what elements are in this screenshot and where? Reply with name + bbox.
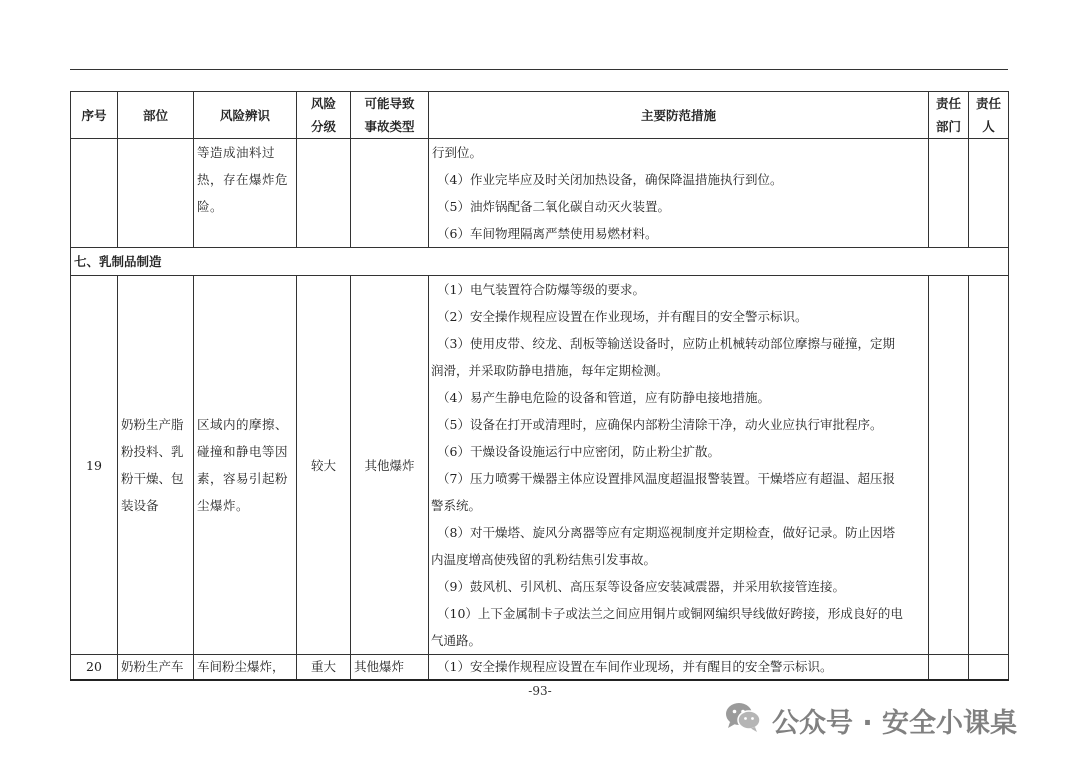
row19-measures <box>429 276 929 655</box>
row19-part-line: 奶粉生产脂 <box>121 417 184 432</box>
row20-risk: 车间粉尘爆炸， <box>194 655 297 681</box>
row20-dept <box>929 655 969 681</box>
measure-line: （4）作业完毕应及时关闭加热设备，确保降温措施执行到位。 <box>437 172 783 187</box>
measure-line: （1）电气装置符合防爆等级的要求。 <box>437 282 645 297</box>
measure-line: （8）对干燥塔、旋风分离器等应有定期巡视制度并定期检查，做好记录。防止因塔 <box>437 525 895 540</box>
risk-table <box>70 91 1009 681</box>
header-no: 序号 <box>71 92 118 139</box>
header-dept-line2: 部门 <box>935 119 961 134</box>
row20-level: 重大 <box>297 655 351 681</box>
cont-dept-cell <box>929 139 969 248</box>
row19-no: 19 <box>71 276 118 655</box>
row19-part-line: 粉投料、乳 <box>121 444 184 459</box>
header-risk-level-line1: 风险 <box>310 96 336 111</box>
table-row-continuation <box>71 139 1009 248</box>
header-dept <box>929 92 969 139</box>
row19-dept <box>929 276 969 655</box>
header-person <box>969 92 1009 139</box>
cont-part-cell <box>118 139 194 248</box>
header-accident-line2: 事故类型 <box>364 119 415 134</box>
watermark-text: 公众号 · 安全小课桌 <box>772 707 1018 739</box>
section-row <box>71 248 1009 276</box>
measure-line: 行到位。 <box>432 145 483 160</box>
measure-line: （4）易产生静电危险的设备和管道，应有防静电接地措施。 <box>437 390 770 405</box>
page-number: -93- <box>528 684 552 698</box>
section-title: 七、乳制品制造 <box>71 248 1009 276</box>
header-risk-level <box>297 92 351 139</box>
cont-accident-cell <box>351 139 429 248</box>
measure-line: （7）压力喷雾干燥器主体应设置排风温度超温报警装置。干燥塔应有超温、超压报 <box>437 471 895 486</box>
row20-accident: 其他爆炸 <box>351 655 429 681</box>
measure-line: 气通路。 <box>431 633 482 648</box>
header-risk-level-line2: 分级 <box>310 119 336 134</box>
cont-measures-cell <box>429 139 929 248</box>
watermark <box>724 700 1017 740</box>
row20-no: 20 <box>71 655 118 681</box>
header-accident-line1: 可能导致 <box>364 96 415 111</box>
table-row-20 <box>71 655 1009 681</box>
row19-part-line: 装设备 <box>121 498 159 513</box>
cont-risk-line: 热，存在爆炸危 <box>197 172 289 187</box>
row19-risk-line: 素，容易引起粉 <box>197 471 289 486</box>
measure-line: （6）干燥设备设施运行中应密闭，防止粉尘扩散。 <box>437 444 720 459</box>
measure-line: 内温度增高使残留的乳粉结焦引发事故。 <box>431 552 657 567</box>
measure-line: （2）安全操作规程应设置在作业现场，并有醒目的安全警示标识。 <box>437 309 808 324</box>
header-person-line1: 责任 <box>975 96 1001 111</box>
header-dept-line1: 责任 <box>935 96 961 111</box>
measure-line: （5）设备在打开或清理时，应确保内部粉尘清除干净，动火业应执行审批程序。 <box>437 417 883 432</box>
header-person-line2: 人 <box>982 119 995 134</box>
table-row-19 <box>71 276 1009 655</box>
measure-line: （9）鼓风机、引风机、高压泵等设备应安装减震器，并采用软接管连接。 <box>437 579 845 594</box>
row19-person <box>969 276 1009 655</box>
row19-part-line: 粉干燥、包 <box>121 471 184 486</box>
measure-line: 警系统。 <box>431 498 482 513</box>
cont-risk-line: 险。 <box>197 199 224 214</box>
row19-risk-line: 区域内的摩擦、 <box>197 417 289 432</box>
row20-part: 奶粉生产车 <box>118 655 194 681</box>
row19-level: 较大 <box>297 276 351 655</box>
header-measures: 主要防范措施 <box>429 92 929 139</box>
row19-risk-line: 尘爆炸。 <box>197 498 250 513</box>
measure-line: （10）上下金属制卡子或法兰之间应用铜片或铜网编织导线做好跨接，形成良好的电 <box>437 606 903 621</box>
measure-line: 润滑，并采取防静电措施，每年定期检测。 <box>431 363 669 378</box>
header-row <box>71 92 1009 139</box>
measure-line: （5）油炸锅配备二氧化碳自动灭火装置。 <box>437 199 670 214</box>
wechat-icon <box>724 701 762 740</box>
row19-risk <box>194 276 297 655</box>
row20-person <box>969 655 1009 681</box>
row19-part <box>118 276 194 655</box>
row19-risk-line: 碰撞和静电等因 <box>197 444 289 459</box>
cont-risk-cell <box>194 139 297 248</box>
cont-level-cell <box>297 139 351 248</box>
top-rule <box>70 69 1008 70</box>
header-risk-id: 风险辨识 <box>194 92 297 139</box>
row19-accident: 其他爆炸 <box>351 276 429 655</box>
cont-risk-line: 等造成油料过 <box>197 145 276 160</box>
cont-no-cell <box>71 139 118 248</box>
cont-person-cell <box>969 139 1009 248</box>
measure-line: （3）使用皮带、绞龙、刮板等输送设备时，应防止机械转动部位摩擦与碰撞，定期 <box>437 336 895 351</box>
header-part: 部位 <box>118 92 194 139</box>
measure-line: （6）车间物理隔离严禁使用易燃材料。 <box>437 226 658 241</box>
header-accident-type <box>351 92 429 139</box>
row20-measure: （1）安全操作规程应设置在车间作业现场，并有醒目的安全警示标识。 <box>429 655 929 681</box>
